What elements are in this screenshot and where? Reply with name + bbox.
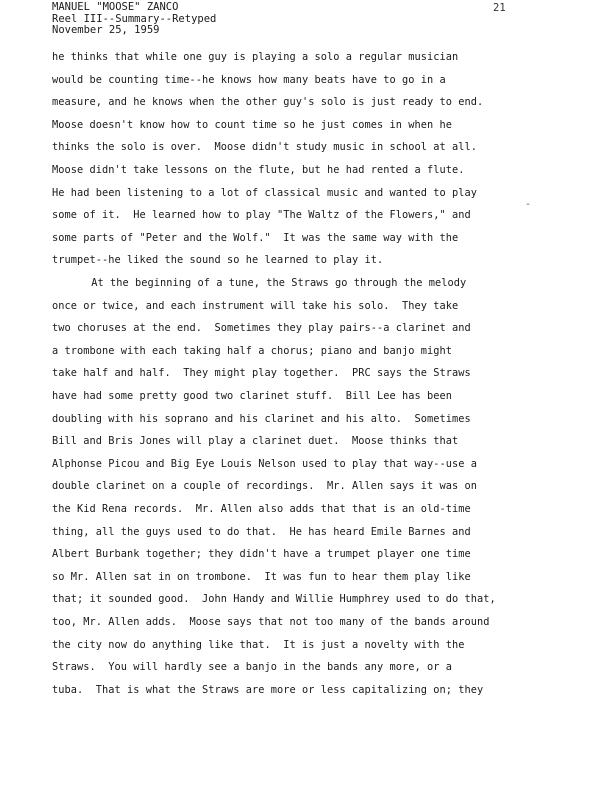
text-line: he thinks that while one guy is playing a solo a regular musician bbox=[52, 51, 459, 63]
interview-date: November 25, 1959 bbox=[52, 24, 160, 36]
text-line: Moose didn't take lessons on the flute, but he had rented a flute. bbox=[52, 164, 465, 176]
text-line: two choruses at the end. Sometimes they play pairs--a clarinet and bbox=[52, 322, 471, 335]
text-line: thinks the solo is over. Moose didn't study music in school at all. bbox=[52, 141, 477, 154]
text-line: take half and half. They might play together. PRC says the Straws bbox=[52, 367, 471, 380]
text-line: the city now do anything like that. It is just a novelty with the bbox=[52, 638, 465, 651]
document-header bbox=[52, 2, 216, 37]
text-line: double clarinet on a couple of recordings. Mr. Allen says it was on bbox=[52, 480, 477, 493]
text-line: the Kid Rena records. Mr. Allen also adds that that is an old-time bbox=[52, 503, 471, 515]
text-line: Bill and Bris Jones will play a clarinet duet. Moose thinks that bbox=[52, 435, 459, 448]
text-line: have had some pretty good two clarinet stuff. Bill Lee has been bbox=[52, 390, 452, 402]
text-line: Albert Burbank together; they didn't have a trumpet player one time bbox=[52, 548, 471, 561]
text-line: Alphonse Picou and Big Eye Louis Nelson used to play that way--use a bbox=[52, 457, 477, 470]
reel-label: Reel III--Summary--Retyped bbox=[52, 12, 217, 25]
text-line: At the beginning of a tune, the Straws go through the melody bbox=[60, 277, 467, 289]
text-line: Moose doesn't know how to count time so he just comes in when he bbox=[52, 118, 452, 131]
text-line: too, Mr. Allen adds. Moose says that not too many of the bands around bbox=[52, 616, 490, 628]
text-line: so Mr. Allen sat in on trombone. It was fun to hear them play like bbox=[52, 570, 471, 583]
text-line: that; it sounded good. John Handy and Willie Humphrey used to do that, bbox=[52, 593, 496, 606]
text-line: would be counting time--he knows how many beats have to go in a bbox=[52, 73, 446, 86]
text-line: once or twice, and each instrument will take his solo. They take bbox=[52, 299, 459, 312]
text-line: doubling with his soprano and his clarinet and his alto. Sometimes bbox=[52, 412, 471, 425]
text-line: tuba. That is what the Straws are more or less capitalizing on; they bbox=[52, 683, 484, 696]
margin-mark: - bbox=[525, 199, 532, 210]
interviewee-name: MANUEL "MOOSE" ZANCO bbox=[52, 1, 179, 13]
page-number: 21 bbox=[493, 2, 506, 14]
text-line: measure, and he knows when the other guy's solo is just ready to end. bbox=[52, 96, 484, 109]
text-line: thing, all the guys used to do that. He has heard Emile Barnes and bbox=[52, 525, 471, 538]
text-line: Straws. You will hardly see a banjo in the bands any more, or a bbox=[52, 661, 452, 674]
text-line: a trombone with each taking half a chorus; piano and banjo might bbox=[52, 344, 452, 357]
text-line: trumpet--he liked the sound so he learned to play it. bbox=[52, 254, 384, 267]
text-line: He had been listening to a lot of classical music and wanted to play bbox=[52, 186, 477, 199]
text-line: some of it. He learned how to play "The Waltz of the Flowers," and bbox=[52, 209, 471, 222]
text-line: some parts of "Peter and the Wolf." It was the same way with the bbox=[52, 231, 459, 244]
